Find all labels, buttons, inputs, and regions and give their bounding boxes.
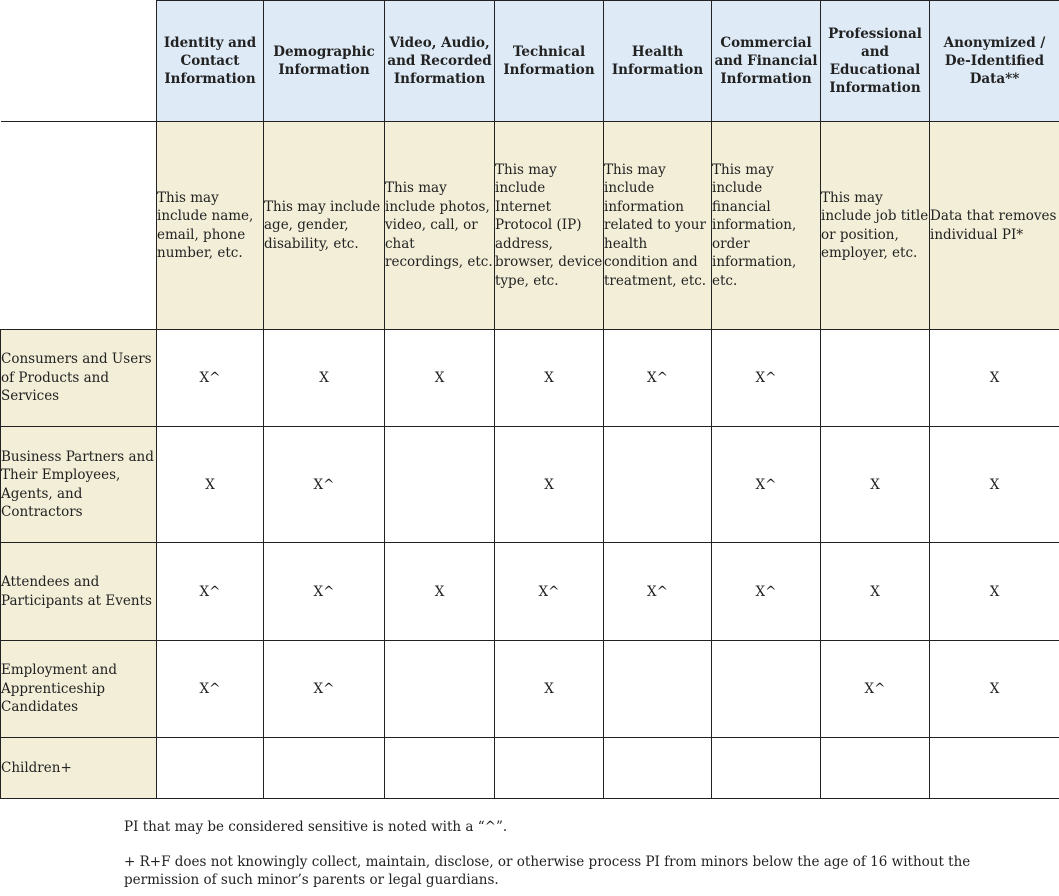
table-cell: X xyxy=(495,427,604,543)
corner-blank xyxy=(1,1,157,122)
table-cell: X xyxy=(930,427,1059,543)
table-cell xyxy=(264,738,385,799)
column-header: Professional and Educational Information xyxy=(821,1,930,122)
column-description: This may include name, email, phone number, etc. xyxy=(157,122,264,330)
table-row xyxy=(1,427,1059,543)
table-cell xyxy=(712,738,821,799)
table-cell xyxy=(385,427,495,543)
table-cell: X^ xyxy=(157,543,264,641)
row-label: Business Partners and Their Employees, Agents, and Contractors xyxy=(1,427,157,543)
header-row xyxy=(1,1,1059,122)
table-cell: X^ xyxy=(821,641,930,738)
column-description: This may include job title or position, employer, etc. xyxy=(821,122,930,330)
table-cell: X^ xyxy=(604,543,712,641)
minors-note: + R+F does not knowingly collect, maintain, disclose, or otherwise process PI from minors below the age of 16 without the permission of such minor’s parents or legal guardians. xyxy=(124,853,971,888)
column-description: This may include financial information, order information, etc. xyxy=(712,122,821,330)
table-cell: X^ xyxy=(712,330,821,427)
table-cell xyxy=(604,427,712,543)
table-cell xyxy=(495,738,604,799)
table-cell: X xyxy=(385,543,495,641)
column-description: This may include information related to your health condition and treatment, etc. xyxy=(604,122,712,330)
table-cell: X^ xyxy=(495,543,604,641)
table-cell: X^ xyxy=(157,330,264,427)
table-cell: X^ xyxy=(712,543,821,641)
table-cell xyxy=(712,641,821,738)
table-cell xyxy=(821,330,930,427)
table-cell: X xyxy=(495,641,604,738)
column-header: Technical Information xyxy=(495,1,604,122)
table-cell xyxy=(604,641,712,738)
column-header: Video, Audio, and Recorded Information xyxy=(385,1,495,122)
description-row xyxy=(1,122,1059,330)
row-label: Attendees and Participants at Events xyxy=(1,543,157,641)
table-cell: X xyxy=(821,543,930,641)
table-cell: X^ xyxy=(264,641,385,738)
column-header: Demographic Information xyxy=(264,1,385,122)
row-label: Employment and Apprenticeship Candidates xyxy=(1,641,157,738)
column-header: Anonymized / De-Identified Data** xyxy=(930,1,1059,122)
row-label: Children+ xyxy=(1,738,157,799)
column-description: This may include age, gender, disability, etc. xyxy=(264,122,385,330)
corner-blank xyxy=(1,122,157,330)
table-cell: X xyxy=(930,641,1059,738)
row-label: Consumers and Users of Products and Services xyxy=(1,330,157,427)
table-cell xyxy=(604,738,712,799)
table-cell xyxy=(157,738,264,799)
table-row xyxy=(1,543,1059,641)
sensitive-pi-note: PI that may be considered sensitive is noted with a “^”. xyxy=(124,819,508,835)
column-description: This may include photos, video, call, or chat recordings, etc. xyxy=(385,122,495,330)
table-cell: X^ xyxy=(157,641,264,738)
table-cell: X^ xyxy=(264,427,385,543)
table-cell: X xyxy=(157,427,264,543)
table-row xyxy=(1,641,1059,738)
table-cell xyxy=(385,641,495,738)
table-cell: X xyxy=(264,330,385,427)
table-cell: X^ xyxy=(264,543,385,641)
column-description: Data that removes individual PI* xyxy=(930,122,1059,330)
footnotes xyxy=(124,818,1024,890)
table-cell: X^ xyxy=(604,330,712,427)
table-cell: X xyxy=(495,330,604,427)
table-cell: X xyxy=(385,330,495,427)
column-header: Identity and Contact Information xyxy=(157,1,264,122)
column-description: This may include Internet Protocol (IP) address, browser, device type, etc. xyxy=(495,122,604,330)
column-header: Commercial and Financial Information xyxy=(712,1,821,122)
table-cell: X xyxy=(821,427,930,543)
column-header: Health Information xyxy=(604,1,712,122)
table-row xyxy=(1,330,1059,427)
table-cell: X xyxy=(930,543,1059,641)
table-cell xyxy=(821,738,930,799)
table-cell: X^ xyxy=(712,427,821,543)
table-cell xyxy=(930,738,1059,799)
table-cell xyxy=(385,738,495,799)
table-row xyxy=(1,738,1059,799)
table-cell: X xyxy=(930,330,1059,427)
